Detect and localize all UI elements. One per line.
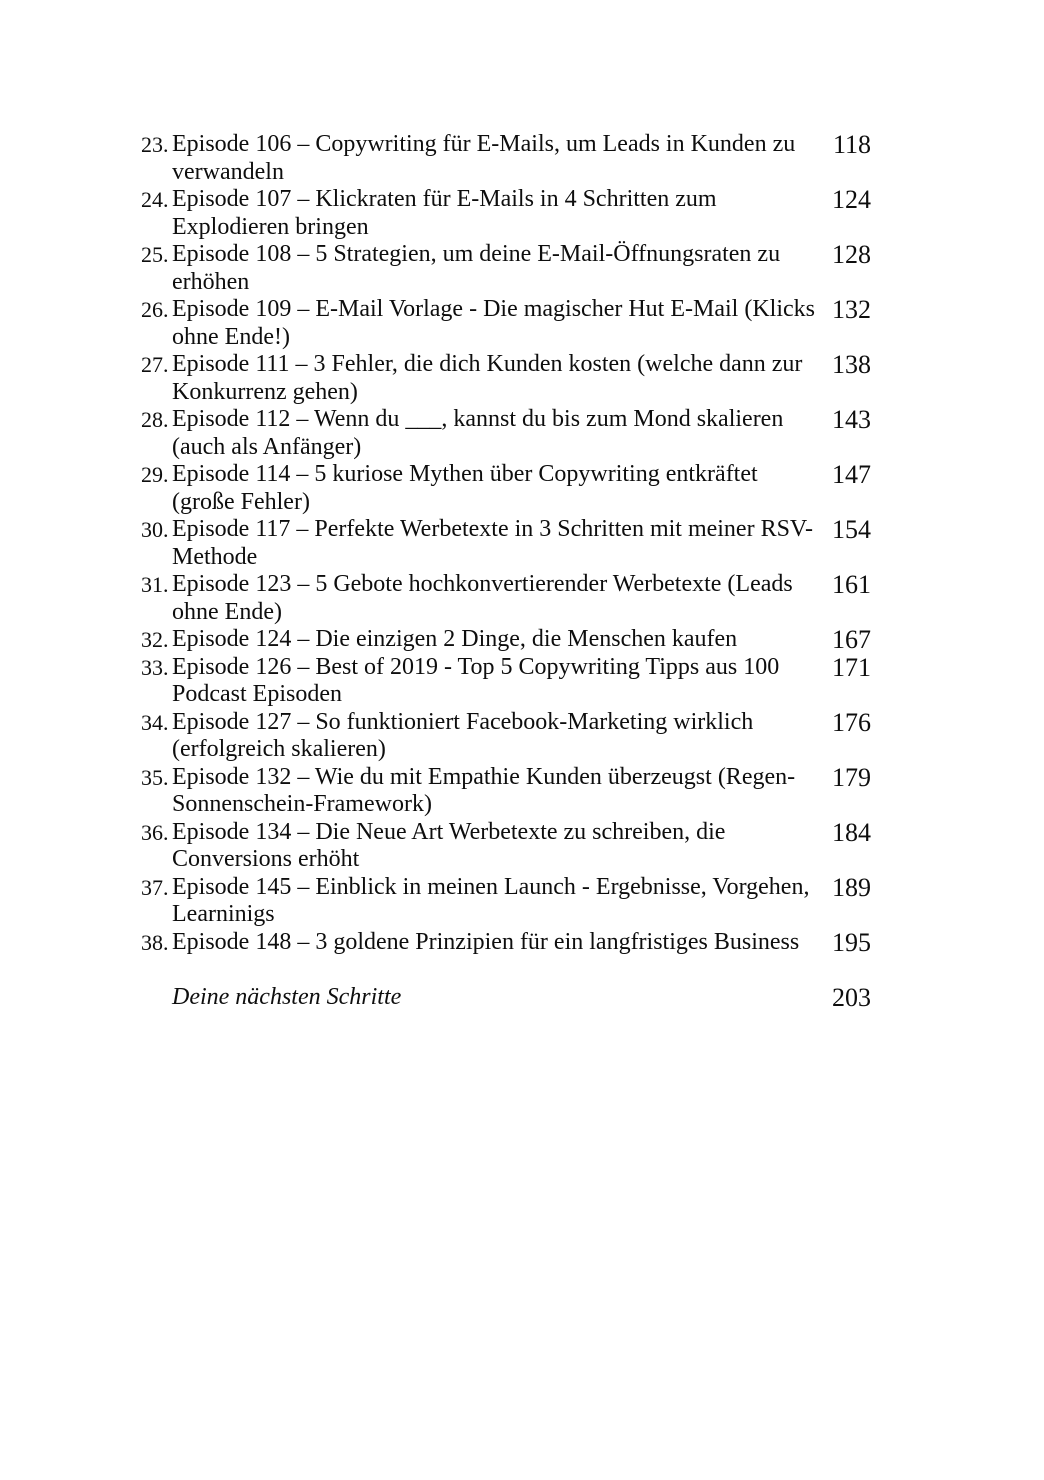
entry-title <box>172 241 825 296</box>
entry-title-line: Methode <box>172 543 258 570</box>
entry-title-line: Episode 114 – 5 kuriose Mythen über Copywriting entkräftet <box>172 461 758 487</box>
entry-number: 37. <box>141 874 169 900</box>
entry-title <box>172 461 825 516</box>
toc-entry <box>141 516 871 571</box>
closing-title-wrap <box>172 984 825 1012</box>
entry-title-line: Episode 107 – Klickraten für E-Mails in 4 Schritten zum <box>172 186 717 212</box>
entry-title-line: Episode 109 – E-Mail Vorlage - Die magischer Hut E-Mail (Klicks <box>172 296 815 322</box>
entry-title-line: ohne Ende) <box>172 598 282 625</box>
entry-title <box>172 516 825 571</box>
entry-number: 29. <box>141 462 169 487</box>
entry-page-number: 161 <box>832 570 871 599</box>
entry-title-line: Learninigs <box>172 901 275 927</box>
entry-title-line: Conversions erhöht <box>172 846 360 872</box>
entry-title <box>172 351 825 406</box>
entry-title <box>172 406 825 461</box>
entry-number: 36. <box>141 819 169 845</box>
entry-page-number: 189 <box>832 872 871 902</box>
entry-title <box>172 186 825 241</box>
entry-title-line: Episode 111 – 3 Fehler, die dich Kunden kosten (welche dann zur <box>172 351 803 377</box>
entry-number: 27. <box>141 352 169 377</box>
entry-page-number: 124 <box>832 185 871 214</box>
entry-title-line: ohne Ende!) <box>172 323 290 350</box>
entry-title-line: Konkurrenz gehen) <box>172 378 358 405</box>
entry-title-line: Episode 134 – Die Neue Art Werbetexte zu schreiben, die <box>172 818 726 845</box>
toc-entry <box>141 571 871 626</box>
entry-page-number: 138 <box>832 350 871 379</box>
entry-page-number: 195 <box>832 927 871 957</box>
entry-title-line: (große Fehler) <box>172 488 310 515</box>
toc-entry <box>141 874 871 929</box>
entry-title-line: Episode 132 – Wie du mit Empathie Kunden überzeugst (Regen- <box>172 763 796 790</box>
toc-entry <box>141 764 871 819</box>
entry-title-line: (auch als Anfänger) <box>172 433 362 460</box>
entry-number: 38. <box>141 929 169 955</box>
entry-title-line: Explodieren bringen <box>172 213 369 240</box>
entry-title <box>172 764 825 819</box>
entry-title-line: Episode 108 – 5 Strategien, um deine E-Mail-Öffnungsraten zu <box>172 241 781 267</box>
entry-page-number: 147 <box>832 460 871 489</box>
toc-entry <box>141 709 871 764</box>
entry-title <box>172 709 825 764</box>
entry-number: 26. <box>141 297 169 322</box>
entry-page-number: 171 <box>832 652 871 682</box>
toc-entry <box>141 241 871 296</box>
entry-number: 23. <box>141 132 169 157</box>
entry-title-line: Episode 124 – Die einzigen 2 Dinge, die Menschen kaufen <box>172 626 738 652</box>
toc-entry <box>141 461 871 516</box>
entry-title <box>172 296 825 351</box>
entry-title-line: (erfolgreich skalieren) <box>172 736 386 762</box>
entry-title <box>172 626 825 654</box>
entry-title <box>172 571 825 626</box>
toc-entry <box>141 626 871 654</box>
entry-number: 25. <box>141 242 169 267</box>
entry-number: 31. <box>141 572 169 597</box>
entry-page-number: 179 <box>832 762 871 792</box>
closing-page-number: 203 <box>832 982 871 1012</box>
entry-number: 32. <box>141 627 169 652</box>
entry-title-line: verwandeln <box>172 158 284 185</box>
entry-page-number: 154 <box>832 515 871 544</box>
entry-page-number: 143 <box>832 405 871 434</box>
entry-page-number: 118 <box>832 130 871 159</box>
entry-title-line: Episode 145 – Einblick in meinen Launch - Ergebnisse, Vorgehen, <box>172 873 810 900</box>
entry-title-line: Episode 117 – Perfekte Werbetexte in 3 Schritten mit meiner RSV- <box>172 516 814 542</box>
entry-title <box>172 819 825 874</box>
toc-entry <box>141 654 871 709</box>
toc-entry <box>141 406 871 461</box>
entry-title-line: Sonnenschein-Framework) <box>172 791 432 817</box>
entry-title-line: Podcast Episoden <box>172 681 342 707</box>
entry-title <box>172 654 825 709</box>
entry-title <box>172 929 825 957</box>
toc-closing-row <box>141 984 871 1012</box>
entry-title-line: Episode 148 – 3 goldene Prinzipien für ein langfristiges Business <box>172 928 800 955</box>
entry-page-number: 128 <box>832 240 871 269</box>
toc-entry <box>141 929 871 957</box>
entry-title-line: Episode 126 – Best of 2019 - Top 5 Copywriting Tipps aus 100 <box>172 653 780 680</box>
entry-number: 35. <box>141 764 169 790</box>
entry-number: 30. <box>141 517 169 542</box>
entry-title-line: Episode 127 – So funktioniert Facebook-Marketing wirklich <box>172 708 754 735</box>
entry-title-line: Episode 123 – 5 Gebote hochkonvertierender Werbetexte (Leads <box>172 571 793 597</box>
entry-title <box>172 874 825 929</box>
entry-page-number: 132 <box>832 295 871 324</box>
entry-page-number: 184 <box>832 817 871 847</box>
entry-title-line: erhöhen <box>172 268 250 295</box>
entry-number: 33. <box>141 654 169 680</box>
toc-entry <box>141 351 871 406</box>
toc-entry-list <box>141 131 871 956</box>
entry-title <box>172 131 825 186</box>
entry-page-number: 167 <box>832 625 871 654</box>
toc-entry <box>141 819 871 874</box>
entry-number: 34. <box>141 709 169 735</box>
entry-number: 28. <box>141 407 169 432</box>
toc-entry <box>141 186 871 241</box>
entry-title-line: Episode 106 – Copywriting für E-Mails, um Leads in Kunden zu <box>172 131 796 157</box>
entry-number: 24. <box>141 187 169 212</box>
toc-entry <box>141 296 871 351</box>
entry-page-number: 176 <box>832 707 871 737</box>
entry-title-line: Episode 112 – Wenn du ___, kannst du bis zum Mond skalieren <box>172 406 784 432</box>
toc-entry <box>141 131 871 186</box>
closing-title: Deine nächsten Schritte <box>172 983 402 1010</box>
